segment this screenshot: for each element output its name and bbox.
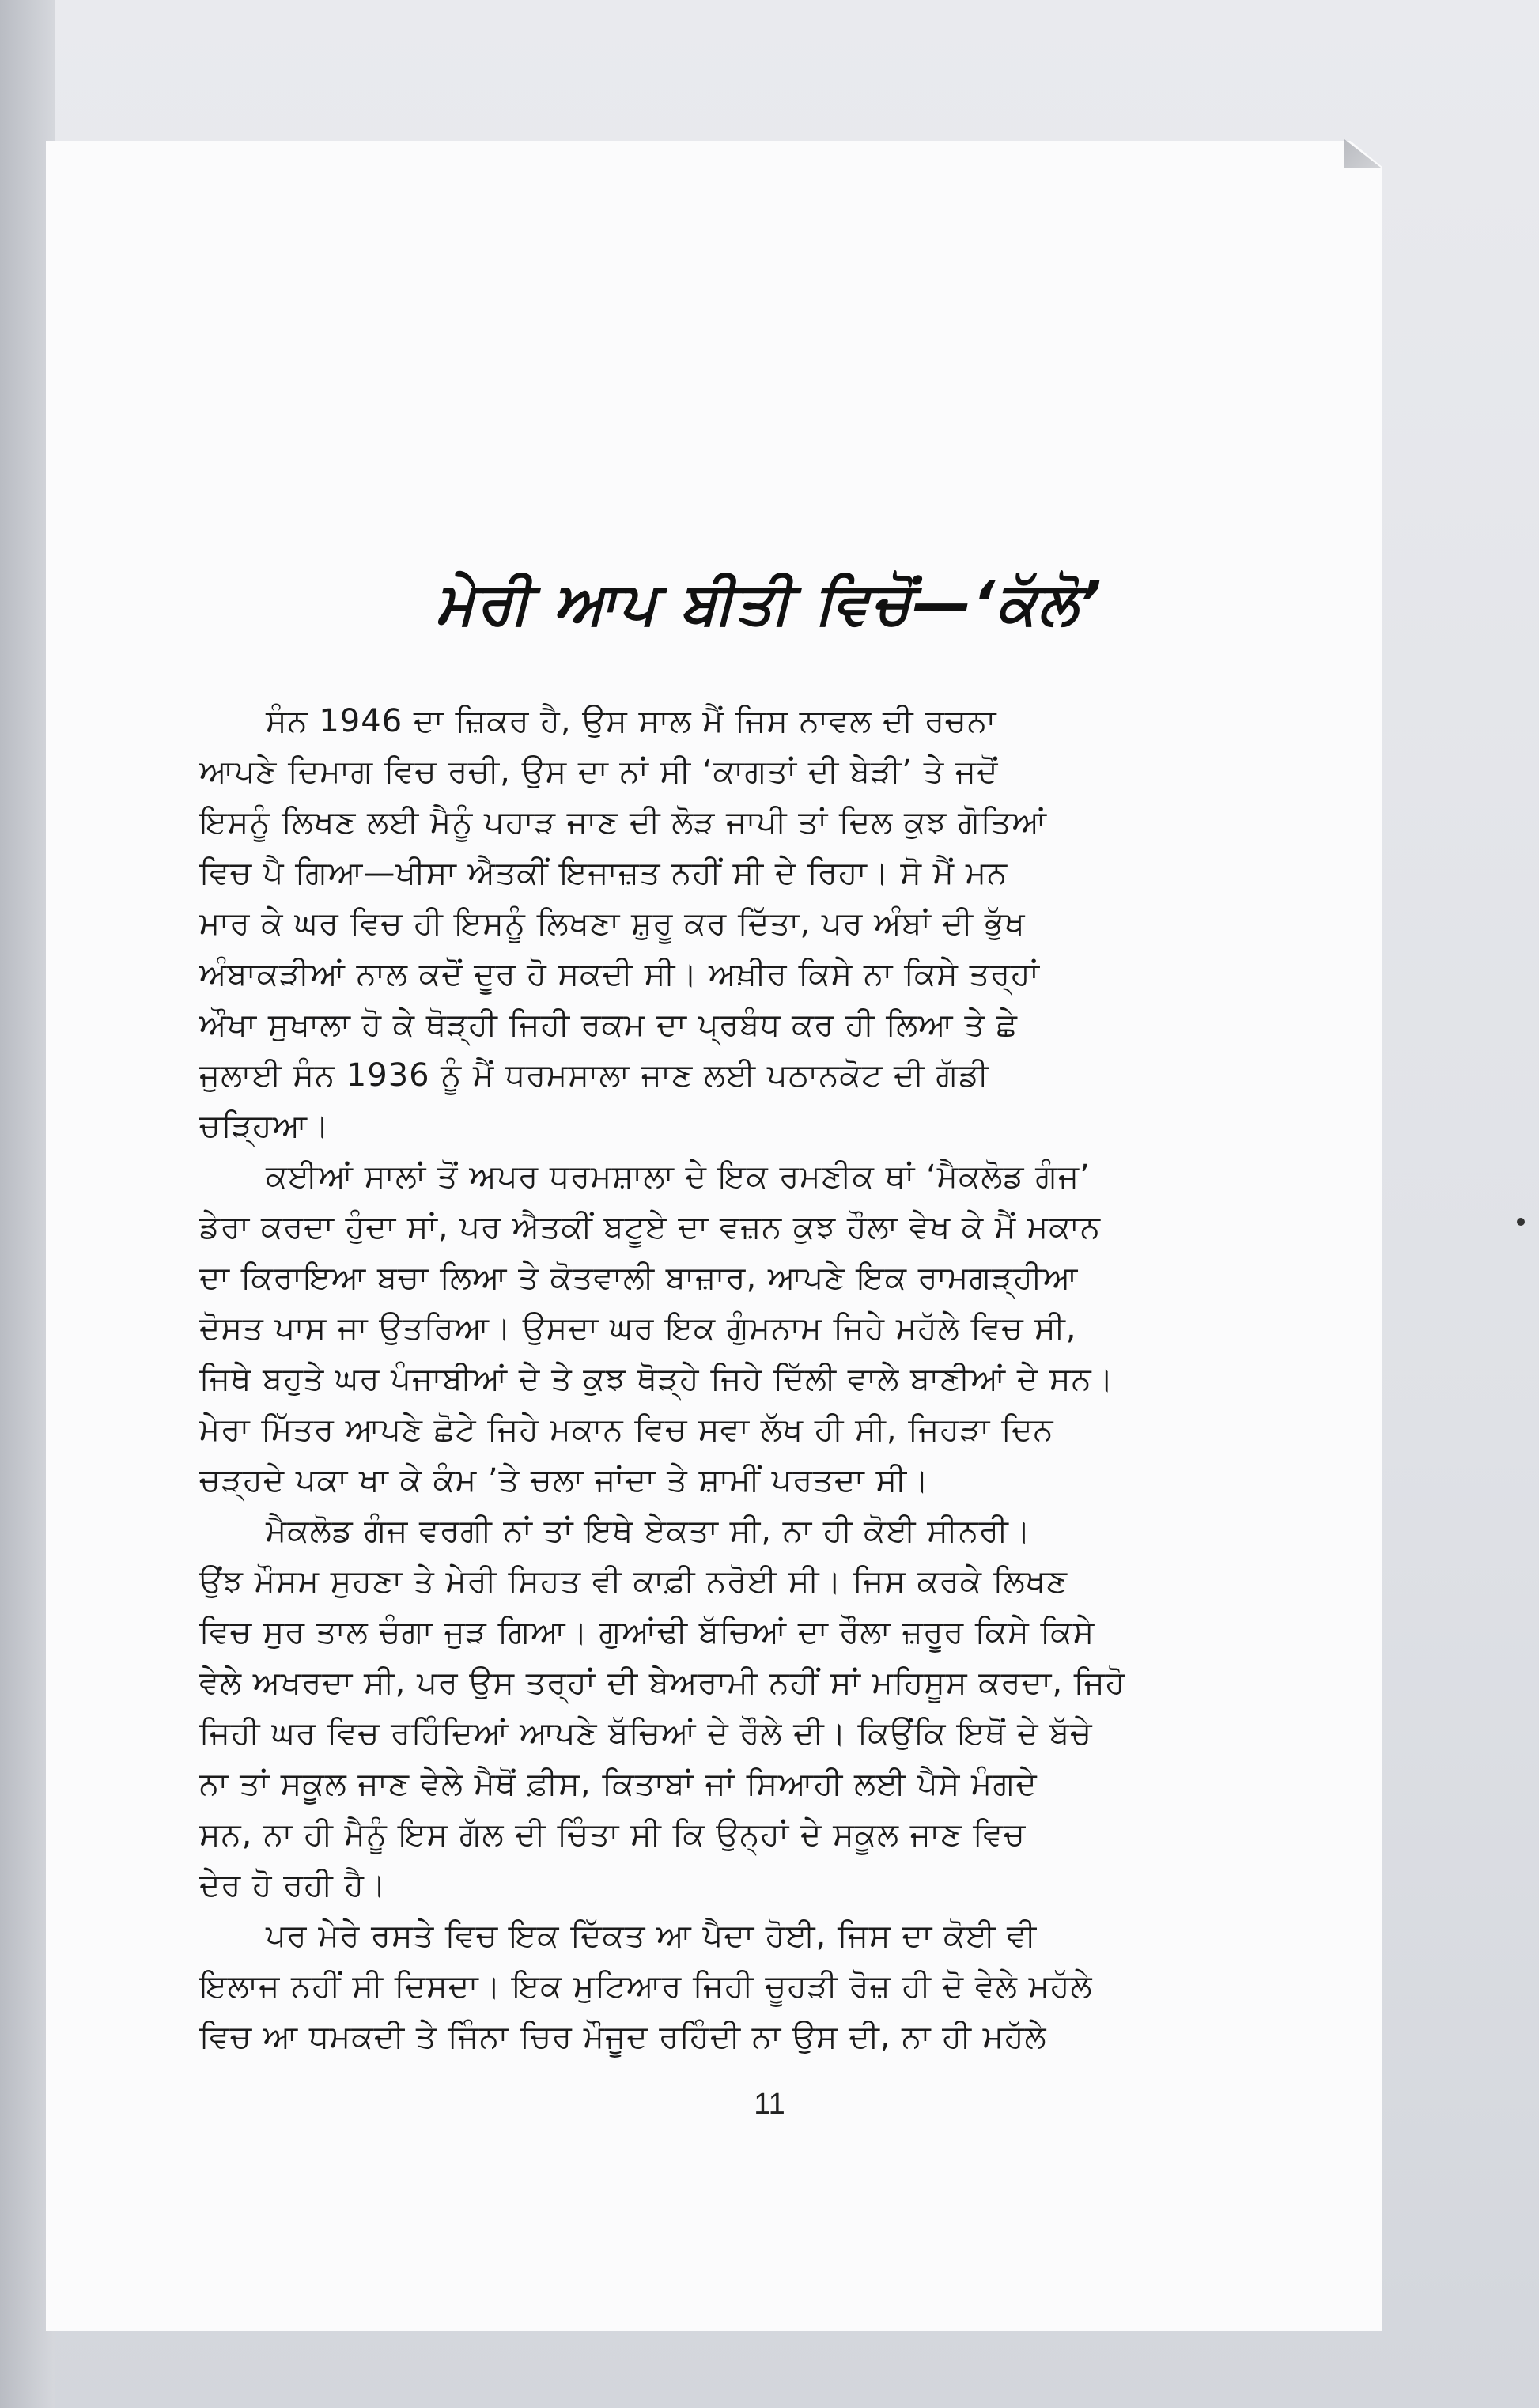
text-line: ਕਈਆਂ ਸਾਲਾਂ ਤੋਂ ਅਪਰ ਧਰਮਸ਼ਾਲਾ ਦੇ ਇਕ ਰਮਣੀਕ ਥਾਂ ‘ਮੈਕਲੋਡ ਗੰਜ’ [266, 1159, 1091, 1195]
chapter-title: ਮੇਰੀ ਆਪ ਬੀਤੀ ਵਿਚੋਂ—‘ਕੱਲੋ’ [436, 569, 1103, 637]
text-line: ਸਨ, ਨਾ ਹੀ ਮੈਨੂੰ ਇਸ ਗੱਲ ਦੀ ਚਿੰਤਾ ਸੀ ਕਿ ਉਨ੍ਹਾਂ ਦੇ ਸਕੂਲ ਜਾਣ ਵਿਚ [199, 1816, 1026, 1853]
text-line: ਉਂਝ ਮੌਸਮ ਸੁਹਣਾ ਤੇ ਮੇਰੀ ਸਿਹਤ ਵੀ ਕਾਫ਼ੀ ਨਰੋਈ ਸੀ। ਜਿਸ ਕਰਕੇ ਲਿਖਣ [199, 1563, 1068, 1600]
text-line: ਜਿਥੇ ਬਹੁਤੇ ਘਰ ਪੰਜਾਬੀਆਂ ਦੇ ਤੇ ਕੁਝ ਥੋੜ੍ਹੇ ਜਿਹੇ ਦਿੱਲੀ ਵਾਲੇ ਬਾਣੀਆਂ ਦੇ ਸਨ। [199, 1361, 1114, 1397]
body-text [199, 696, 1251, 2062]
text-line: ਸੰਨ 1946 ਦਾ ਜ਼ਿਕਰ ਹੈ, ਉਸ ਸਾਲ ਮੈਂ ਜਿਸ ਨਾਵਲ ਦੀ ਰਚਨਾ [266, 703, 997, 739]
text-line: ਜਿਹੀ ਘਰ ਵਿਚ ਰਹਿੰਦਿਆਂ ਆਪਣੇ ਬੱਚਿਆਂ ਦੇ ਰੌਲੇ ਦੀ। ਕਿਉਂਕਿ ਇਥੋਂ ਦੇ ਬੱਚੇ [199, 1715, 1093, 1752]
text-line: ਇਲਾਜ ਨਹੀਂ ਸੀ ਦਿਸਦਾ। ਇਕ ਮੁਟਿਆਰ ਜਿਹੀ ਚੂਹੜੀ ਰੋਜ਼ ਹੀ ਦੋ ਵੇਲੇ ਮਹੱਲੇ [199, 1968, 1093, 2005]
text-line: ਅੰਬਾਕੜੀਆਂ ਨਾਲ ਕਦੋਂ ਦੂਰ ਹੋ ਸਕਦੀ ਸੀ। ਅਖ਼ੀਰ ਕਿਸੇ ਨਾ ਕਿਸੇ ਤਰ੍ਹਾਂ [199, 956, 1040, 992]
text-line: ਮੈਕਲੋਡ ਗੰਜ ਵਰਗੀ ਨਾਂ ਤਾਂ ਇਥੇ ਏਕਤਾ ਸੀ, ਨਾ ਹੀ ਕੋਈ ਸੀਨਰੀ। [266, 1513, 1031, 1549]
text-line: ਨਾ ਤਾਂ ਸਕੂਲ ਜਾਣ ਵੇਲੇ ਮੈਥੋਂ ਫ਼ੀਸ, ਕਿਤਾਬਾਂ ਜਾਂ ਸਿਆਹੀ ਲਈ ਪੈਸੇ ਮੰਗਦੇ [199, 1766, 1038, 1802]
text-line: ਚੜ੍ਹਿਆ। [199, 1108, 330, 1144]
text-line: ਵਿਚ ਸੁਰ ਤਾਲ ਚੰਗਾ ਜੁੜ ਗਿਆ। ਗੁਆਂਢੀ ਬੱਚਿਆਂ ਦਾ ਰੌਲਾ ਜ਼ਰੂਰ ਕਿਸੇ ਕਿਸੇ [199, 1614, 1095, 1650]
text-line: ਦੇਰ ਹੋ ਰਹੀ ਹੈ। [199, 1867, 387, 1903]
text-line: ਮਾਰ ਕੇ ਘਰ ਵਿਚ ਹੀ ਇਸਨੂੰ ਲਿਖਣਾ ਸ਼ੁਰੂ ਕਰ ਦਿੱਤਾ, ਪਰ ਅੰਬਾਂ ਦੀ ਭੁੱਖ [199, 905, 1026, 942]
text-line: ਜੁਲਾਈ ਸੰਨ 1936 ਨੂੰ ਮੈਂ ਧਰਮਸਾਲਾ ਜਾਣ ਲਈ ਪਠਾਨਕੋਟ ਦੀ ਗੱਡੀ [199, 1057, 990, 1094]
text-line: ਔਖਾ ਸੁਖਾਲਾ ਹੋ ਕੇ ਥੋੜ੍ਹੀ ਜਿਹੀ ਰਕਮ ਦਾ ਪ੍ਰਬੰਧ ਕਰ ਹੀ ਲਿਆ ਤੇ ਛੇ [199, 1007, 1018, 1043]
text-line: ਦਾ ਕਿਰਾਇਆ ਬਚਾ ਲਿਆ ਤੇ ਕੋਤਵਾਲੀ ਬਾਜ਼ਾਰ, ਆਪਣੇ ਇਕ ਰਾਮਗੜ੍ਹੀਆ [199, 1260, 1079, 1296]
text-line: ਮੇਰਾ ਮਿੱਤਰ ਆਪਣੇ ਛੋਟੇ ਜਿਹੇ ਮਕਾਨ ਵਿਚ ਸਵਾ ਲੱਖ ਹੀ ਸੀ, ਜਿਹੜਾ ਦਿਨ [199, 1412, 1054, 1448]
text-line: ਪਰ ਮੇਰੇ ਰਸਤੇ ਵਿਚ ਇਕ ਦਿੱਕਤ ਆ ਪੈਦਾ ਹੋਈ, ਜਿਸ ਦਾ ਕੋਈ ਵੀ [266, 1918, 1038, 1954]
text-line: ਇਸਨੂੰ ਲਿਖਣ ਲਈ ਮੈਨੂੰ ਪਹਾੜ ਜਾਣ ਦੀ ਲੋੜ ਜਾਪੀ ਤਾਂ ਦਿਲ ਕੁਝ ਗੋਤਿਆਂ [199, 804, 1048, 841]
text-line: ਵਿਚ ਆ ਧਮਕਦੀ ਤੇ ਜਿੰਨਾ ਚਿਰ ਮੌਜੂਦ ਰਹਿੰਦੀ ਨਾ ਉਸ ਦੀ, ਨਾ ਹੀ ਮਹੱਲੇ [199, 2019, 1047, 2055]
page-number: 11 [754, 2088, 785, 2121]
dust-speck [1517, 1218, 1525, 1226]
text-line: ਵਿਚ ਪੈ ਗਿਆ—ਖੀਸਾ ਐਤਕੀਂ ਇਜਾਜ਼ਤ ਨਹੀਂ ਸੀ ਦੇ ਰਿਹਾ। ਸੋ ਮੈਂ ਮਨ [199, 855, 1008, 891]
text-line: ਵੇਲੇ ਅਖਰਦਾ ਸੀ, ਪਰ ਉਸ ਤਰ੍ਹਾਂ ਦੀ ਬੇਅਰਾਮੀ ਨਹੀਂ ਸਾਂ ਮਹਿਸੂਸ ਕਰਦਾ, ਜਿਹੋ [199, 1665, 1126, 1701]
text-line: ਆਪਣੇ ਦਿਮਾਗ ਵਿਚ ਰਚੀ, ਉਸ ਦਾ ਨਾਂ ਸੀ ‘ਕਾਗਤਾਂ ਦੀ ਬੇੜੀ’ ਤੇ ਜਦੋਂ [199, 754, 999, 790]
text-line: ਦੋਸਤ ਪਾਸ ਜਾ ਉਤਰਿਆ। ਉਸਦਾ ਘਰ ਇਕ ਗੁੰਮਨਾਮ ਜਿਹੇ ਮਹੱਲੇ ਵਿਚ ਸੀ, [199, 1310, 1077, 1347]
text-line: ਚੜ੍ਹਦੇ ਪਕਾ ਖਾ ਕੇ ਕੰਮ ’ਤੇ ਚਲਾ ਜਾਂਦਾ ਤੇ ਸ਼ਾਮੀਂ ਪਰਤਦਾ ਸੀ। [199, 1462, 930, 1499]
text-line: ਡੇਰਾ ਕਰਦਾ ਹੁੰਦਾ ਸਾਂ, ਪਰ ਐਤਕੀਂ ਬਟੂਏ ਦਾ ਵਜ਼ਨ ਕੁਝ ਹੌਲਾ ਵੇਖ ਕੇ ਮੈਂ ਮਕਾਨ [199, 1209, 1101, 1246]
